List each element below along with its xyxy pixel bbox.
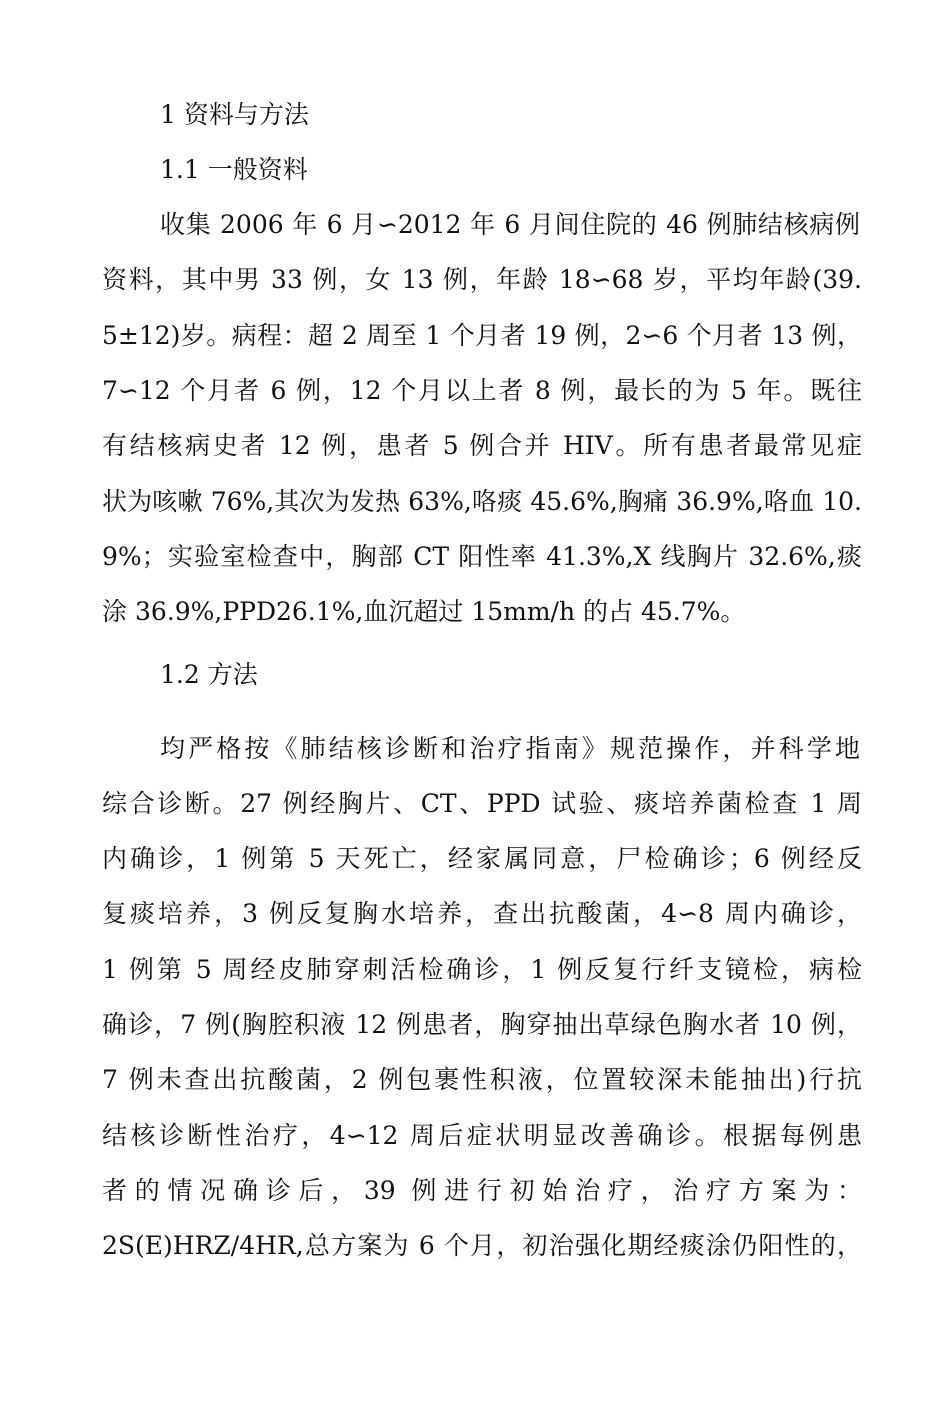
paragraph-line: 1 例第 5 周经皮肺穿刺活检确诊，1 例反复行纤支镜检，病检 [102, 955, 862, 984]
paragraph-line: 收集 2006 年 6 月∽2012 年 6 月间住院的 46 例肺结核病例 [160, 210, 860, 239]
paragraph-line: 涂 36.9%,PPD26.1%,血沉超过 15mm/h 的占 45.7%。 [102, 597, 746, 626]
paragraph-line: 者的情况确诊后，39 例进行初始治疗，治疗方案为： [102, 1176, 862, 1205]
paragraph-line: 结核诊断性治疗，4∽12 周后症状明显改善确诊。根据每例患 [102, 1121, 862, 1150]
paragraph-line: 7 例未查出抗酸菌，2 例包裹性积液，位置较深未能抽出)行抗 [102, 1065, 862, 1094]
paragraph-line: 7∽12 个月者 6 例，12 个月以上者 8 例，最长的为 5 年。既往 [102, 376, 862, 405]
paragraph-line: 5±12)岁。病程：超 2 周至 1 个月者 19 例，2∽6 个月者 13 例， [102, 321, 862, 350]
paragraph-line: 复痰培养，3 例反复胸水培养，查出抗酸菌，4∽8 周内确诊， [102, 899, 862, 928]
paragraph-line: 资料，其中男 33 例，女 13 例，年龄 18∽68 岁，平均年龄(39. [102, 265, 862, 294]
paragraph-line: 9%；实验室检查中，胸部 CT 阳性率 41.3%,X 线胸片 32.6%,痰 [102, 542, 862, 571]
paragraph-line: 有结核病史者 12 例，患者 5 例合并 HIV。所有患者最常见症 [102, 431, 862, 460]
paragraph-line: 内确诊，1 例第 5 天死亡，经家属同意，尸检确诊；6 例经反 [102, 844, 862, 873]
paragraph-line: 确诊，7 例(胸腔积液 12 例患者，胸穿抽出草绿色胸水者 10 例， [102, 1010, 862, 1039]
paragraph-line: 均严格按《肺结核诊断和治疗指南》规范操作，并科学地 [160, 734, 860, 763]
section-heading-1-1: 1.1 一般资料 [160, 155, 308, 184]
paragraph-line: 综合诊断。27 例经胸片、CT、PPD 试验、痰培养菌检查 1 周 [102, 789, 862, 818]
section-heading-1: 1 资料与方法 [160, 100, 309, 129]
paragraph-line: 2S(E)HRZ/4HR,总方案为 6 个月，初治强化期经痰涂仍阳性的， [102, 1231, 862, 1260]
paragraph-line: 状为咳嗽 76%,其次为发热 63%,咯痰 45.6%,胸痛 36.9%,咯血 10. [102, 487, 862, 516]
section-heading-1-2: 1.2 方法 [160, 660, 258, 689]
